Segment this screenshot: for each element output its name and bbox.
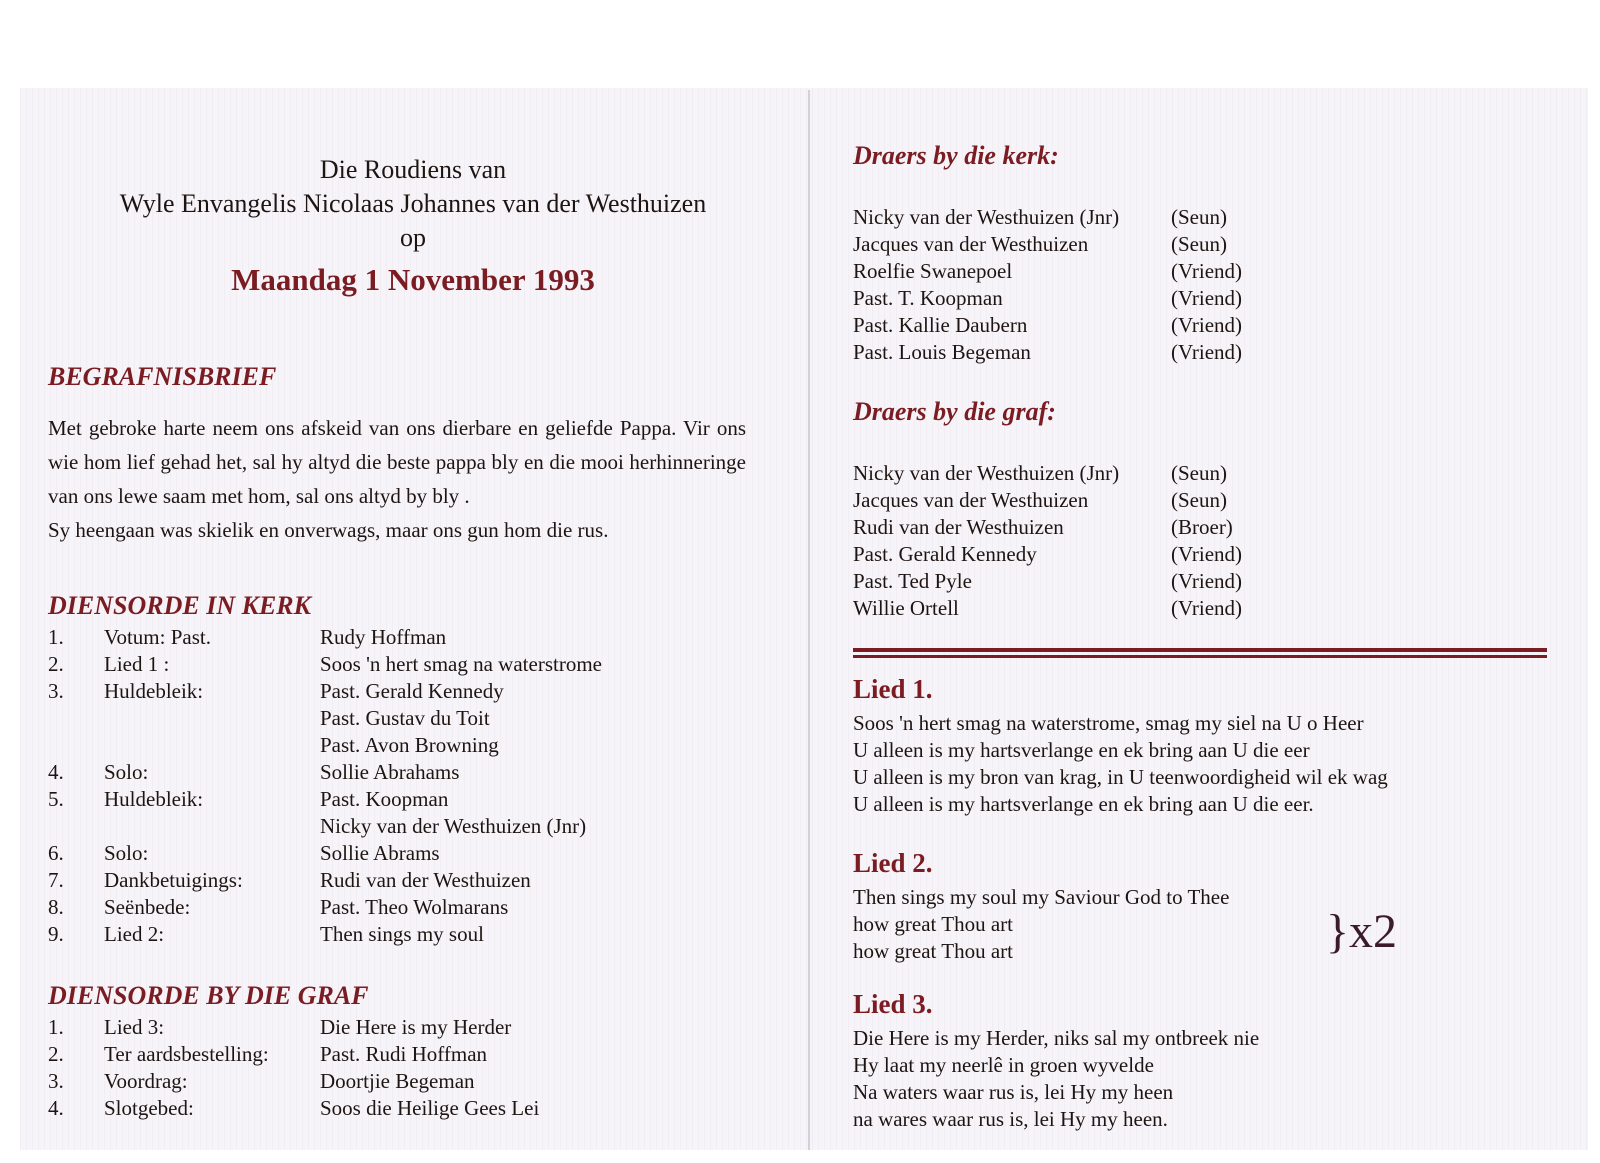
page-fold xyxy=(808,90,810,1150)
church-order-title: DIENSORDE IN KERK xyxy=(48,591,311,620)
lyric-line: Hy laat my neerlê in groen wyvelde xyxy=(853,1053,1154,1077)
lyric-line: Soos 'n hert smag na waterstrome, smag my siel na U o Heer xyxy=(853,711,1364,735)
song-2-title: Lied 2. xyxy=(853,848,933,878)
header-line-2: Wyle Envangelis Nicolaas Johannes van der Westhuizen xyxy=(119,189,707,218)
letter-paragraph-1: Met gebroke harte neem ons afskeid van ons dierbare en geliefde Pappa. Vir ons wie hom lief gehad het, sal hy altyd die beste pappa bly en die mooi herhinneringe van ons lewe saam met hom, sal ons altyd by bly . xyxy=(48,416,746,508)
service-date: Maandag 1 November 1993 xyxy=(231,262,595,297)
song-3-lyrics xyxy=(853,1025,1259,1133)
grave-order-title: DIENSORDE BY DIE GRAF xyxy=(48,981,369,1010)
lyric-line: na wares waar rus is, lei Hy my heen. xyxy=(853,1107,1168,1131)
header-line-1: Die Roudiens van xyxy=(319,155,507,184)
section-divider xyxy=(853,648,1547,658)
lyric-line: how great Thou art xyxy=(853,912,1013,936)
repeat-marker: }x2 xyxy=(1326,905,1398,958)
church-bearers-title: Draers by die kerk: xyxy=(853,141,1059,170)
lyric-line: U alleen is my bron van krag, in U teenwoordigheid wil ek wag xyxy=(853,765,1388,789)
letter-title: BEGRAFNISBRIEF xyxy=(48,362,277,391)
lyric-line: how great Thou art xyxy=(853,939,1013,963)
header-line-3: op xyxy=(400,223,426,252)
grave-bearers-title: Draers by die graf: xyxy=(853,397,1056,426)
song-3-title: Lied 3. xyxy=(853,989,933,1019)
letter-paragraph-2: Sy heengaan was skielik en onverwags, maar ons gun hom die rus. xyxy=(48,518,609,542)
lyric-line: Na waters waar rus is, lei Hy my heen xyxy=(853,1080,1174,1104)
lyric-line: U alleen is my hartsverlange en ek bring aan U die eer. xyxy=(853,792,1314,816)
lyric-line: Then sings my soul my Saviour God to Thee xyxy=(853,885,1230,909)
lyric-line: Die Here is my Herder, niks sal my ontbreek nie xyxy=(853,1026,1260,1050)
song-1-lyrics xyxy=(853,710,1388,818)
lyric-line: U alleen is my hartsverlange en ek bring aan U die eer xyxy=(853,738,1310,762)
song-1-title: Lied 1. xyxy=(853,674,933,704)
letter-body xyxy=(48,411,746,547)
song-2-lyrics xyxy=(853,884,1229,965)
